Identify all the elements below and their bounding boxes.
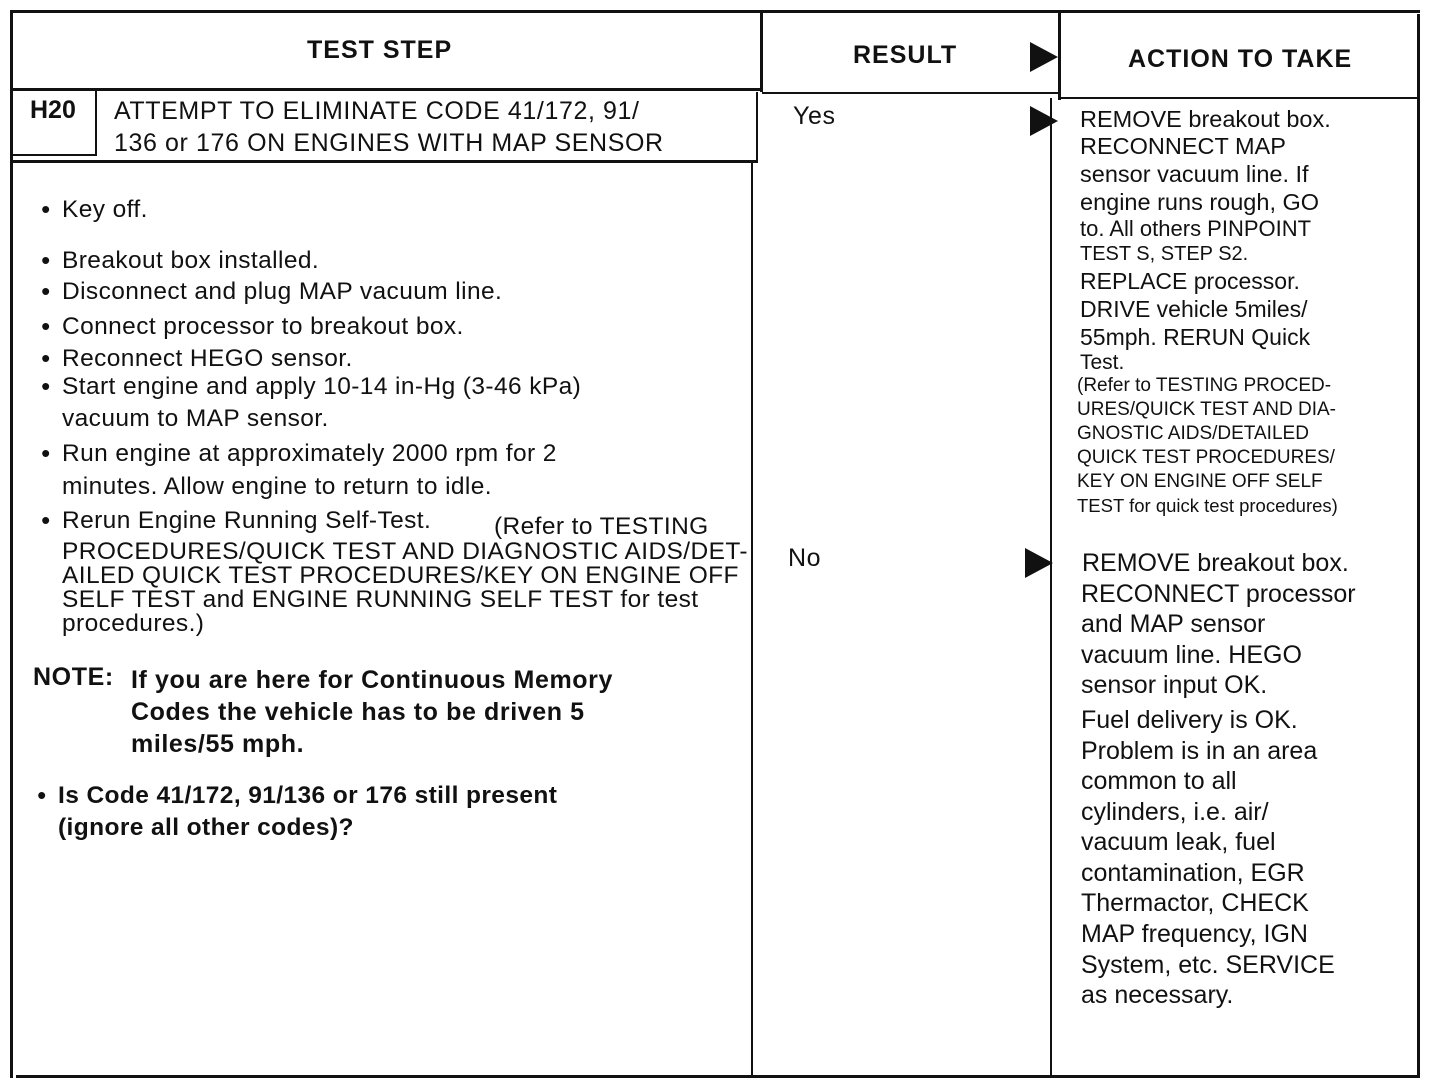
action-no-line: REMOVE breakout box. xyxy=(1082,549,1349,577)
table-bottom-border xyxy=(16,1075,1418,1078)
result-yes: Yes xyxy=(793,102,836,130)
column-divider-1 xyxy=(760,10,763,92)
column-divider-2-lower xyxy=(1050,98,1052,1078)
step-id-divider xyxy=(95,90,97,156)
note-line-3: miles/55 mph. xyxy=(131,730,305,758)
result-no: No xyxy=(788,544,822,572)
action-no-line: vacuum line. HEGO xyxy=(1081,641,1302,669)
header-action-to-take: ACTION TO TAKE xyxy=(1128,45,1353,73)
action-no-line: and MAP sensor xyxy=(1081,610,1266,638)
action-no-line: common to all xyxy=(1081,767,1237,795)
header-divider xyxy=(10,88,762,91)
instruction-text: Rerun Engine Running Self-Test. xyxy=(62,507,432,534)
instruction-text: Key off. xyxy=(62,196,148,223)
instruction-text: Start engine and apply 10-14 in-Hg (3-46 kPa) xyxy=(62,373,582,400)
action-no-line: contamination, EGR xyxy=(1081,859,1305,887)
action-yes-line: RECONNECT MAP xyxy=(1080,133,1286,159)
instruction-text: minutes. Allow engine to return to idle. xyxy=(62,473,493,500)
instruction-text: Connect processor to breakout box. xyxy=(62,313,464,340)
step-id: H20 xyxy=(30,96,76,124)
action-no-line: RECONNECT processor xyxy=(1081,580,1356,608)
action-no-line: vacuum leak, fuel xyxy=(1081,828,1276,856)
step-title-underline xyxy=(10,160,758,163)
question-line-1: Is Code 41/172, 91/136 or 176 still present xyxy=(58,782,558,809)
action-yes-reference: KEY ON ENGINE OFF SELF xyxy=(1077,471,1323,492)
note-line-1: If you are here for Continuous Memory xyxy=(131,666,613,694)
action-yes-reference: QUICK TEST PROCEDURES/ xyxy=(1077,447,1335,468)
action-yes-line: sensor vacuum line. If xyxy=(1080,161,1309,187)
instruction-reference: SELF TEST and ENGINE RUNNING SELF TEST for test xyxy=(62,586,699,613)
instruction-reference: procedures.) xyxy=(62,610,205,637)
instruction-text: Run engine at approximately 2000 rpm for 2 xyxy=(62,440,557,467)
action-yes-line: REMOVE breakout box. xyxy=(1080,106,1331,132)
header-result-arrow-icon xyxy=(1030,42,1058,72)
action-no-line: cylinders, i.e. air/ xyxy=(1081,798,1269,826)
action-no-line: as necessary. xyxy=(1081,981,1234,1009)
action-yes-line: TEST S, STEP S2. xyxy=(1080,243,1249,265)
result-no-arrow-icon xyxy=(1025,548,1053,578)
header-result: RESULT xyxy=(853,41,958,69)
action-yes-line: engine runs rough, GO xyxy=(1080,189,1320,215)
action-no-line: Problem is in an area xyxy=(1081,737,1318,765)
action-yes-line: 55mph. RERUN Quick xyxy=(1080,324,1311,350)
instruction-text: Disconnect and plug MAP vacuum line. xyxy=(62,278,503,305)
step-title-underline-short xyxy=(10,154,96,156)
column-divider-1-lower xyxy=(751,160,753,1078)
action-no-line: System, etc. SERVICE xyxy=(1081,951,1335,979)
instruction-reference: PROCEDURES/QUICK TEST AND DIAGNOSTIC AIDS/DET- xyxy=(62,538,748,565)
step-title-right-edge xyxy=(756,92,758,162)
note-line-2: Codes the vehicle has to be driven 5 xyxy=(131,698,585,726)
header-divider-result xyxy=(762,92,1060,94)
header-test-step: TEST STEP xyxy=(307,36,453,64)
action-yes-reference: URES/QUICK TEST AND DIA- xyxy=(1077,399,1337,420)
table-top-border xyxy=(10,10,1420,13)
question-line-2: (ignore all other codes)? xyxy=(58,814,354,841)
action-yes-reference: TEST for quick test procedures) xyxy=(1077,495,1338,516)
result-yes-arrow-icon xyxy=(1030,106,1058,136)
action-yes-reference: (Refer to TESTING PROCED- xyxy=(1077,375,1332,396)
action-yes-line: DRIVE vehicle 5miles/ xyxy=(1080,296,1308,322)
table-right-border xyxy=(1417,14,1420,1078)
step-title-line-1: ATTEMPT TO ELIMINATE CODE 41/172, 91/ xyxy=(114,97,640,125)
column-divider-2 xyxy=(1058,12,1061,100)
action-no-line: MAP frequency, IGN xyxy=(1081,920,1308,948)
instruction-reference: (Refer to TESTING xyxy=(494,513,709,540)
instruction-text: Reconnect HEGO sensor. xyxy=(62,345,353,372)
action-yes-line: Test. xyxy=(1080,351,1125,374)
header-divider-action xyxy=(1060,97,1420,99)
action-yes-line: REPLACE processor. xyxy=(1080,268,1300,294)
instruction-reference: AILED QUICK TEST PROCEDURES/KEY ON ENGINE OFF xyxy=(62,562,739,589)
note-label: NOTE: xyxy=(33,663,114,691)
action-no-line: sensor input OK. xyxy=(1081,671,1268,699)
instruction-text: vacuum to MAP sensor. xyxy=(62,405,329,432)
instruction-text: Breakout box installed. xyxy=(62,247,320,274)
action-no-line: Fuel delivery is OK. xyxy=(1081,706,1298,734)
action-yes-reference: GNOSTIC AIDS/DETAILED xyxy=(1077,423,1309,444)
table-left-border xyxy=(10,10,13,1078)
step-title-line-2: 136 or 176 ON ENGINES WITH MAP SENSOR xyxy=(114,129,664,157)
action-yes-line: to. All others PINPOINT xyxy=(1080,216,1312,241)
action-no-line: Thermactor, CHECK xyxy=(1081,889,1309,917)
